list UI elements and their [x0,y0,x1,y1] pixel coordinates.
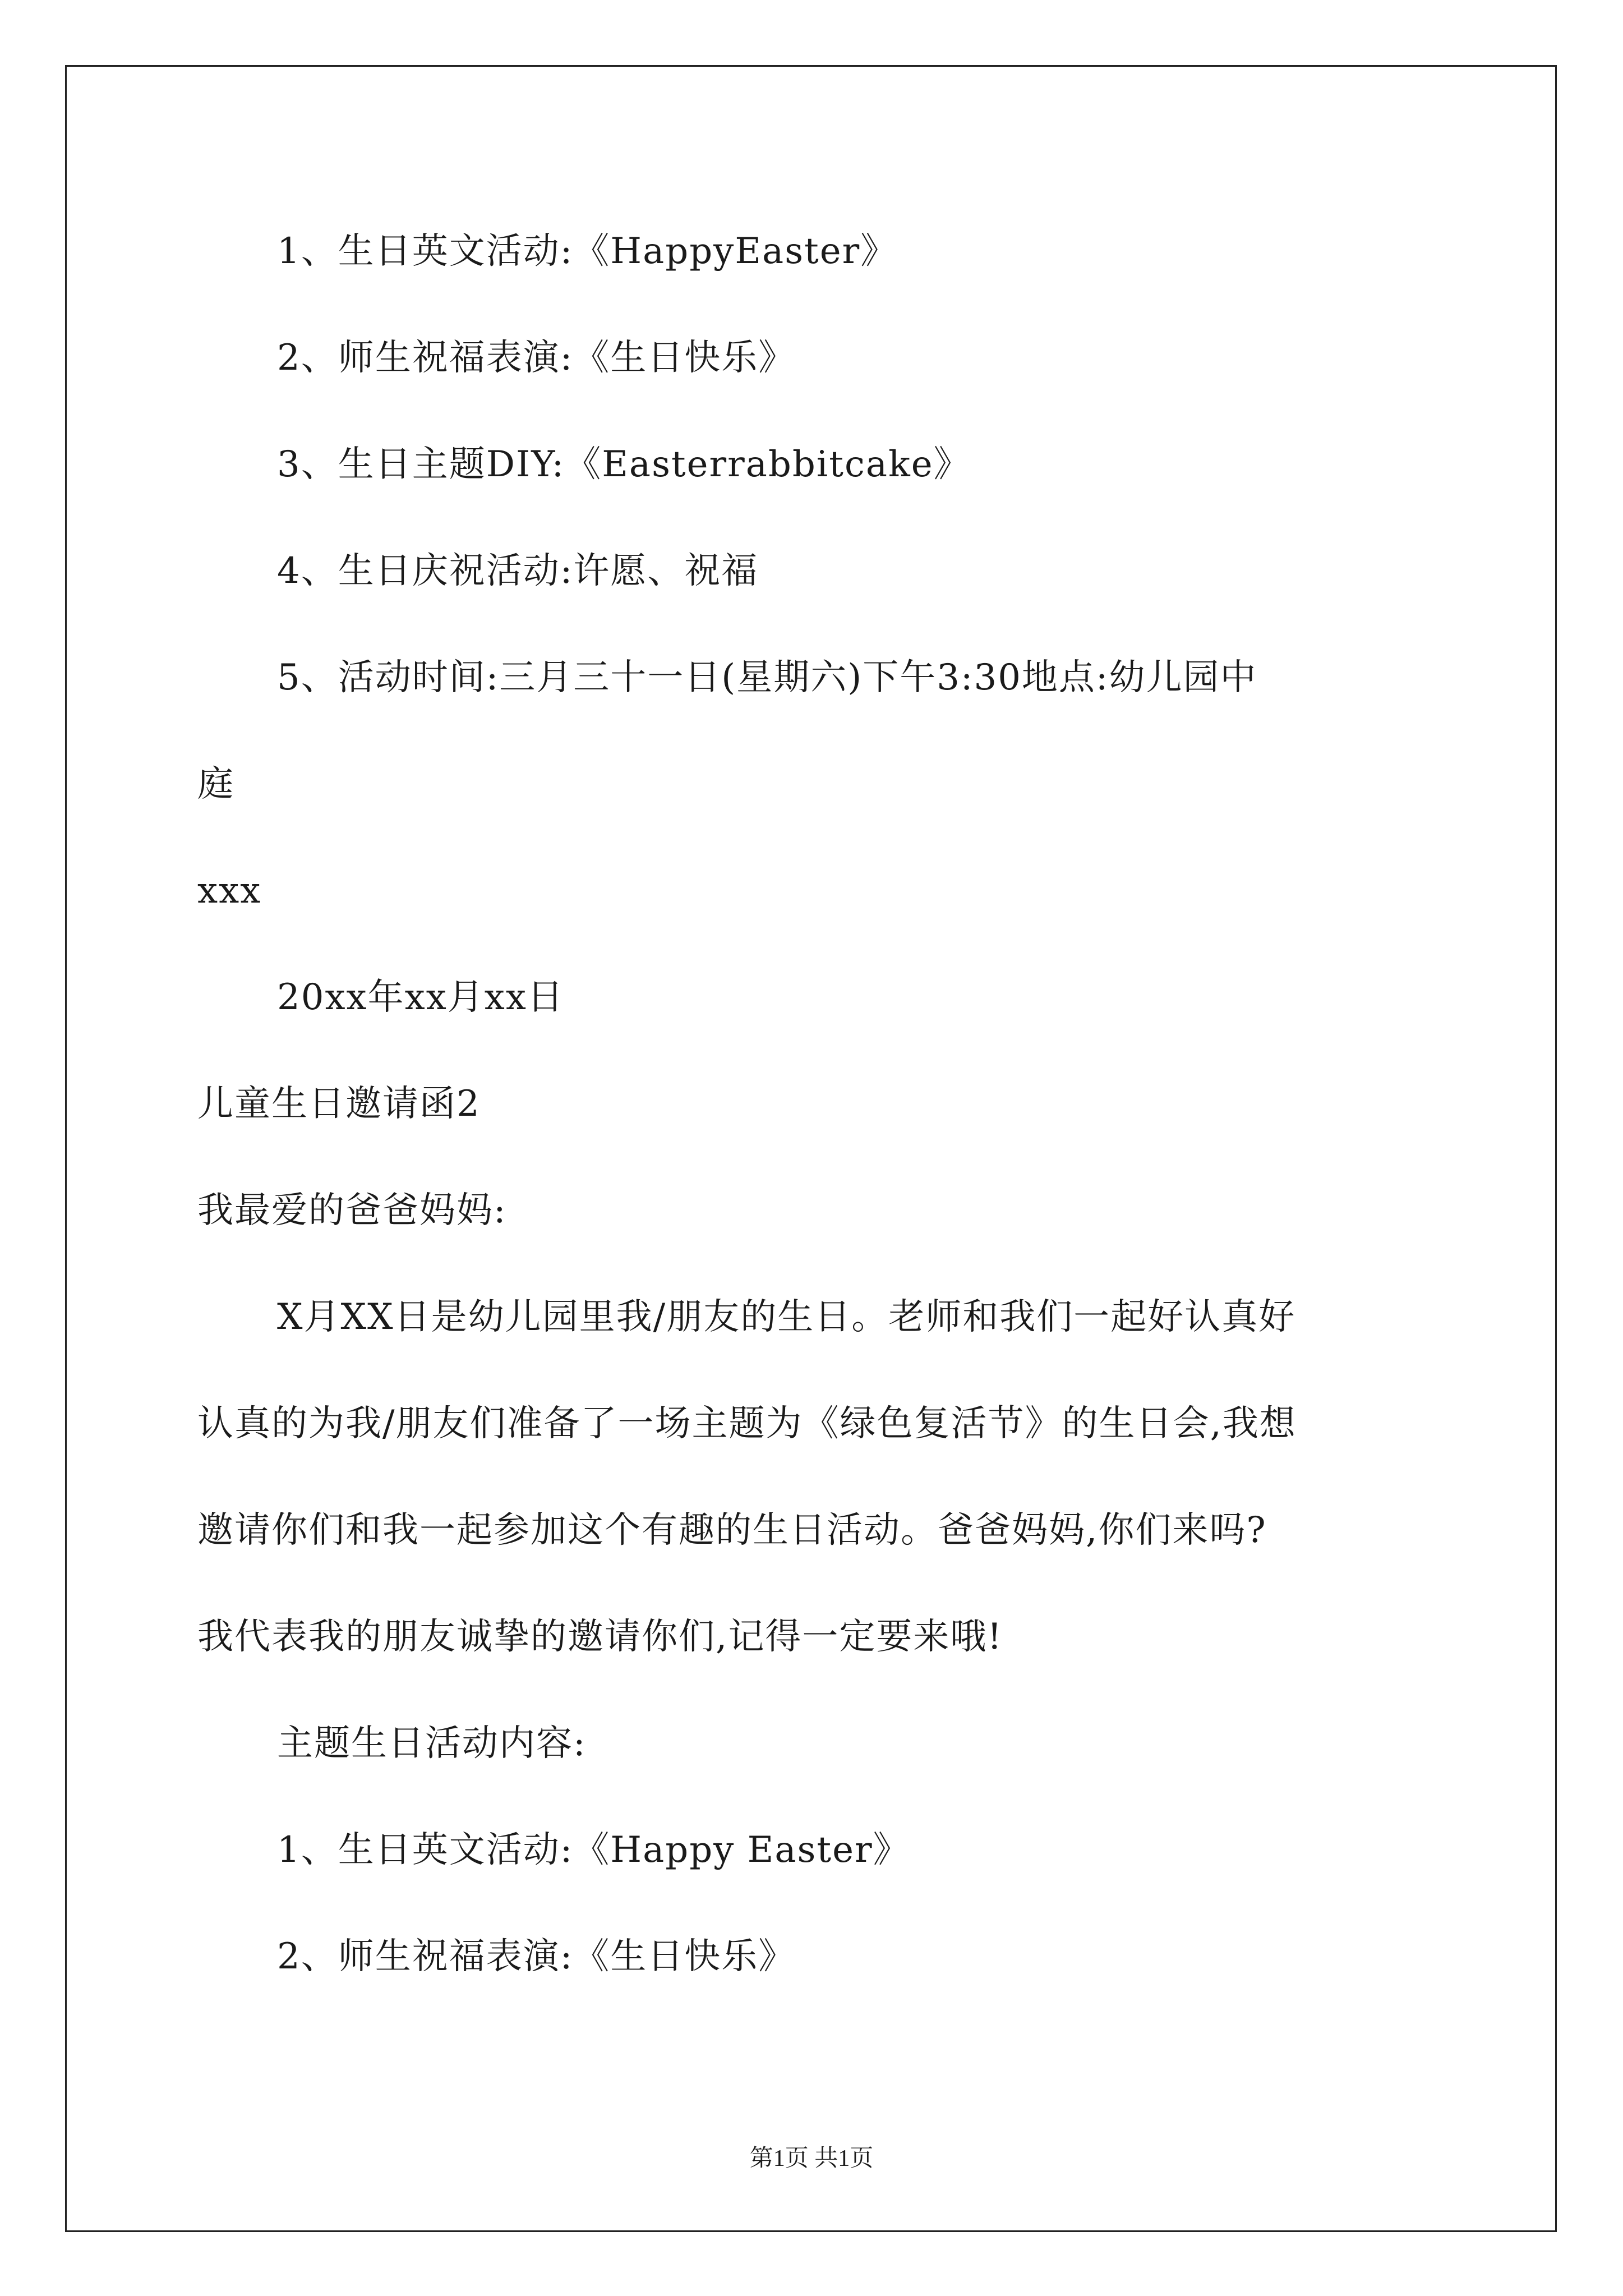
list-item-4-celebration: 4、生日庆祝活动:许愿、祝福 [277,550,759,592]
activities-heading: 主题生日活动内容: [277,1723,587,1764]
body-paragraph-line-2: 认真的为我/朋友们准备了一场主题为《绿色复活节》的生日会,我想 [197,1403,1297,1444]
page-frame [65,65,1557,2232]
list-item-5-continuation: 庭 [197,763,234,805]
section-title: 儿童生日邀请函2 [197,1083,481,1125]
page-footer: 第1页 共1页 [749,2146,874,2171]
list-item-2-blessing-performance-repeat: 2、师生祝福表演:《生日快乐》 [277,1936,796,1977]
list-item-1-english-activity-repeat: 1、生日英文活动:《Happy Easter》 [277,1829,910,1871]
body-paragraph-line-4: 我代表我的朋友诚挚的邀请你们,记得一定要来哦! [197,1616,1003,1658]
body-paragraph-line-1: X月XX日是幼儿园里我/朋友的生日。老师和我们一起好认真好 [277,1296,1296,1338]
body-paragraph-line-3: 邀请你们和我一起参加这个有趣的生日活动。爸爸妈妈,你们来吗? [197,1510,1267,1551]
date-line: 20xx年xx月xx日 [277,977,564,1018]
salutation: 我最爱的爸爸妈妈: [197,1190,507,1231]
list-item-1-english-activity: 1、生日英文活动:《HappyEaster》 [277,231,898,272]
list-item-3-diy: 3、生日主题DIY:《Easterrabbitcake》 [277,444,971,485]
signature: xxx [197,870,262,912]
list-item-2-blessing-performance: 2、师生祝福表演:《生日快乐》 [277,337,796,379]
list-item-5-time-location: 5、活动时间:三月三十一日(星期六)下午3:30地点:幼儿园中 [277,657,1257,698]
